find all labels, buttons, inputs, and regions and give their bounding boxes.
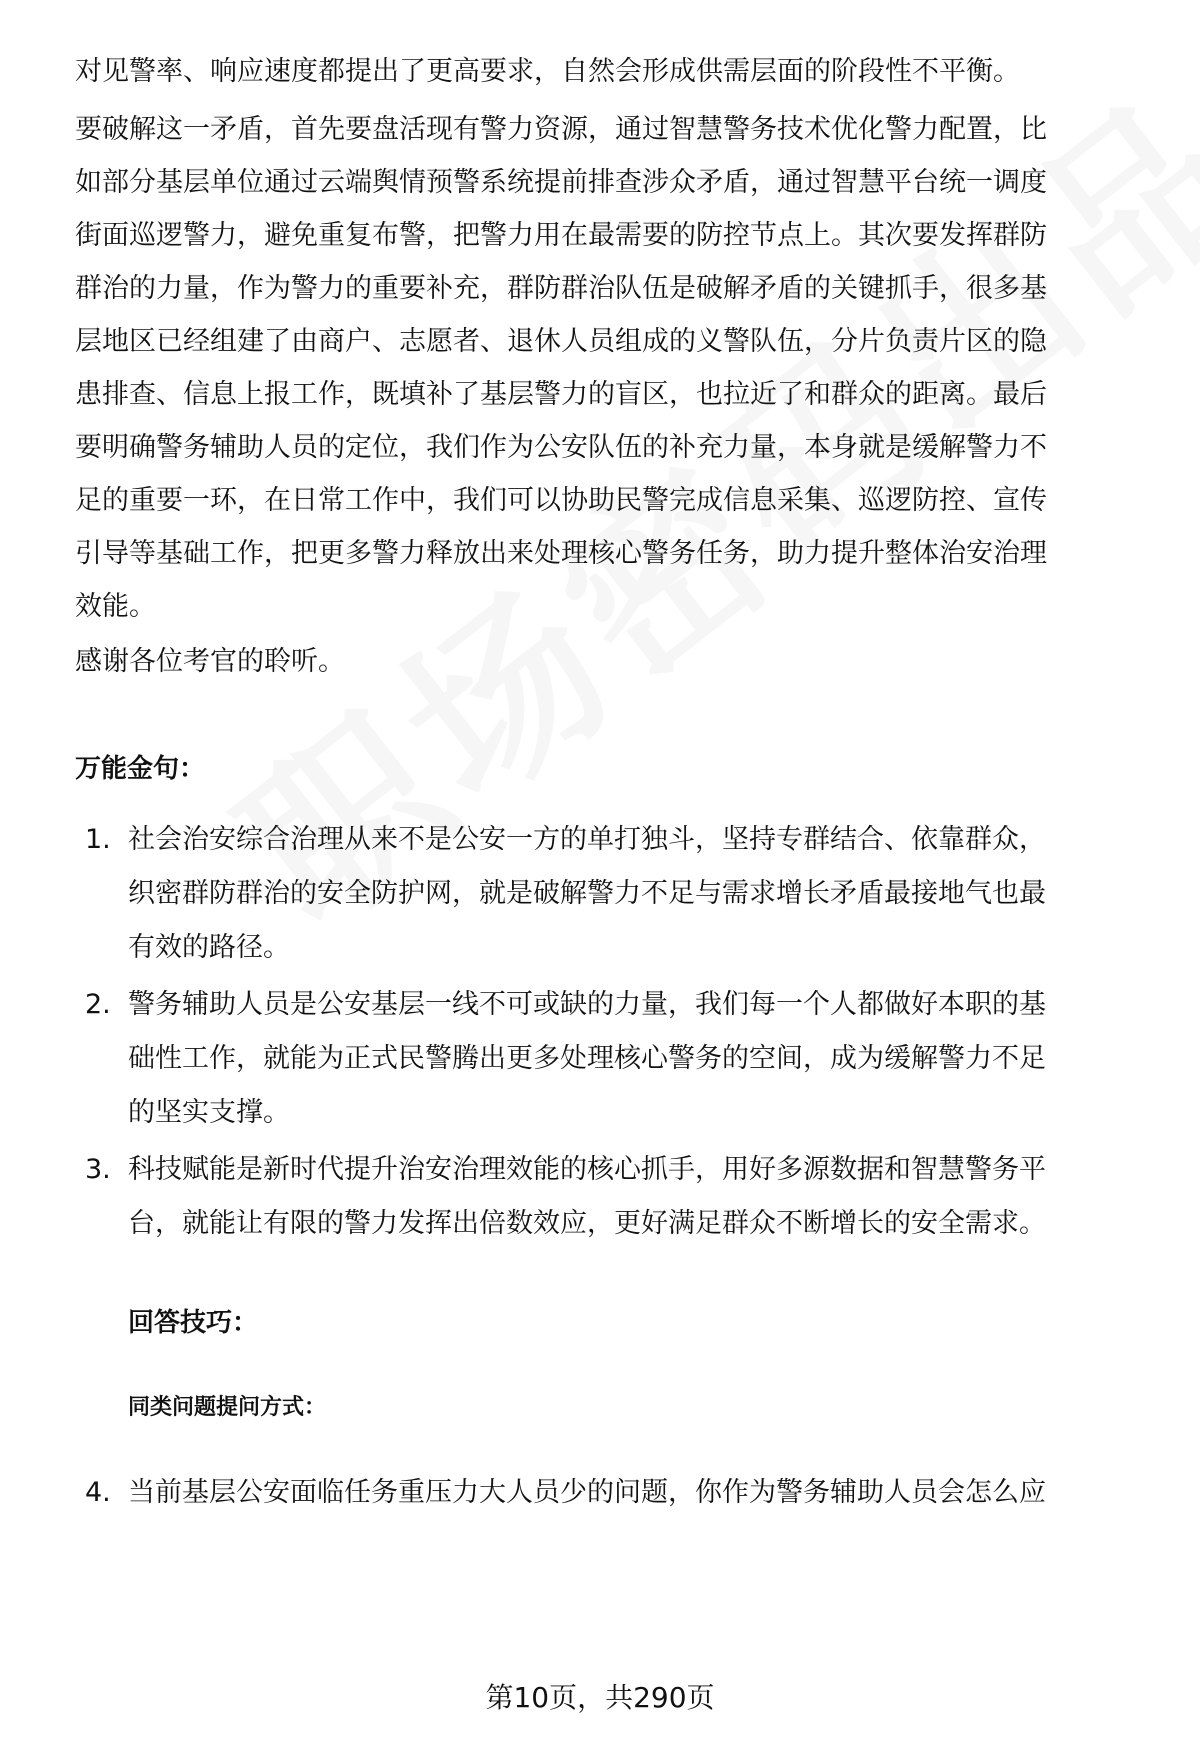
list-item-line: 础性工作，就能为正式民警腾出更多处理核心警务的空间，成为缓解警力不足 [128,1043,1046,1074]
list-number: 2. [85,989,111,1020]
paragraph-line: 对见警率、响应速度都提出了更高要求，自然会形成供需层面的阶段性不平衡。 [75,56,1020,87]
list-number: 4. [85,1477,111,1508]
section-subheading-similar-questions: 同类问题提问方式： [128,1395,327,1420]
list-item-line: 织密群防群治的安全防护网，就是破解警力不足与需求增长矛盾最接地气也最 [128,878,1046,909]
paragraph-line: 效能。 [75,591,156,622]
paragraph-line: 层地区已经组建了由商户、志愿者、退休人员组成的义警队伍，分片负责片区的隐 [75,326,1047,357]
list-item-line: 社会治安综合治理从来不是公安一方的单打独斗，坚持专群结合、依靠群众， [128,824,1046,855]
list-item-line: 警务辅助人员是公安基层一线不可或缺的力量，我们每一个人都做好本职的基 [128,989,1046,1020]
list-number: 3. [85,1154,111,1185]
list-item-line: 台，就能让有限的警力发挥出倍数效应，更好满足群众不断增长的安全需求。 [128,1208,1046,1239]
section-heading-answer-tips: 回答技巧： [128,1308,259,1338]
paragraph-line: 群治的力量，作为警力的重要补充，群防群治队伍是破解矛盾的关键抓手，很多基 [75,273,1047,304]
paragraph-line: 街面巡逻警力，避免重复布警，把警力用在最需要的防控节点上。其次要发挥群防 [75,220,1047,251]
paragraph-line: 如部分基层单位通过云端舆情预警系统提前排查涉众矛盾，通过智慧平台统一调度 [75,167,1047,198]
paragraph-line: 要明确警务辅助人员的定位，我们作为公安队伍的补充力量，本身就是缓解警力不 [75,432,1047,463]
list-item-line: 科技赋能是新时代提升治安治理效能的核心抓手，用好多源数据和智慧警务平 [128,1154,1046,1185]
list-item-line: 的坚实支撑。 [128,1097,290,1128]
paragraph-line: 感谢各位考官的聆听。 [75,646,345,677]
paragraph-line: 患排查、信息上报工作，既填补了基层警力的盲区，也拉近了和群众的距离。最后 [75,379,1047,410]
paragraph-line: 引导等基础工作，把更多警力释放出来处理核心警务任务，助力提升整体治安治理 [75,538,1047,569]
list-item-line: 有效的路径。 [128,932,290,963]
list-item-line: 当前基层公安面临任务重压力大人员少的问题，你作为警务辅助人员会怎么应 [128,1477,1046,1508]
page-footer: 第10页，共290页 [485,1681,715,1714]
section-heading-golden-sentences: 万能金句： [75,754,206,784]
list-number: 1. [85,824,111,855]
paragraph-line: 足的重要一环，在日常工作中，我们可以协助民警完成信息采集、巡逻防控、宣传 [75,485,1047,516]
paragraph-line: 要破解这一矛盾，首先要盘活现有警力资源，通过智慧警务技术优化警力配置，比 [75,114,1047,145]
